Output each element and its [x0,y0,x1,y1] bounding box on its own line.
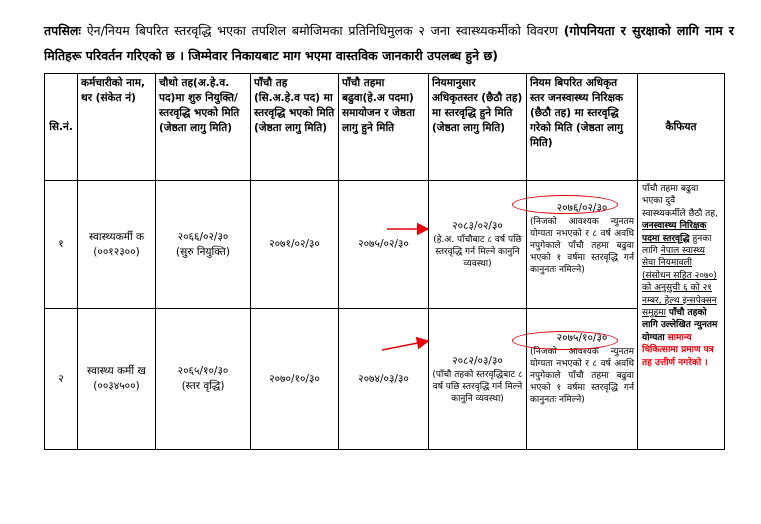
date-circle-annotation [512,331,618,350]
cell-start [156,181,251,309]
header-sn: सि.नं. [45,74,78,181]
header-level5-date: पाँचौ तह (सि.अ.हे.व पद) मा स्तरवृद्धि भएको मिति (जेष्ठता लागु मिति) [251,74,339,181]
remarks-p5: पाँचौ तहको लागि उल्लेखित न्युनतम योग्यता [642,308,718,343]
actual-note: (निजको आवश्यक न्युनतम योग्यता नभएको र ८ वर्ष अवधि नपुगेकाले पाँचौ तहमा बढुवा भएको १ वर्षमा स्तरवृद्धि गर्न कानुनतः नमिल्ने) [530,347,634,405]
remarks-p3: हुनका लागि [642,233,712,257]
header-start-date: चौथो तह(अ.हे.व. पद)मा शुरु नियुक्ति/स्तरवृद्धि भएको मिति (जेष्ठता लागु मिति) [156,74,251,181]
header-remarks: कैफियत [638,74,725,181]
remarks-p1: पाँचौ तहमा बढुवा भएका दुवै स्वास्थ्यकर्मीले छैठौ तह, [642,184,718,219]
start-note: (स्तर वृद्धि) [181,380,225,392]
start-date: २०६६/०२/३० [177,230,229,243]
actual-note: (निजको आवश्यक न्युनतम योग्यता नभएको र ८ वर्ष अवधि नपुगेकाले पाँचौ तहमा बढुवा भएको १ वर्षमा स्तरवृद्धि गर्न कानुनतः नमिल्ने) [530,217,634,275]
cell-name: स्वास्थ्यकर्मी क (००१२३००) [78,181,156,309]
intro-bold-tail: (गोपनियता र सुरक्षाको लागि नाम र मितिहरू परिवर्तन गरिएको छ । जिम्मेवार निकायबाट माग भएमा वास्तविक जानकारी उपलब्ध हुने छ) [44,23,734,63]
intro-lead: तपसिलः [44,23,81,38]
cell-actual [527,309,638,450]
cell-due [429,309,527,450]
due-note: (पाँचौ तहको स्तरवृद्धिबाट ८ वर्ष पछि स्तरवृद्धि गर्न मिल्ने कानुनि व्यवस्था) [432,369,523,404]
actual-date: २०७५/१०/३० [556,332,608,344]
cell-start [156,309,251,450]
cell-adjust-date: २०७५/०२/३० [339,181,429,309]
due-note: (हे.अ. पाँचौबाट ८ वर्ष पछि स्तरवृद्धि गर्न मिल्ने कानुनि व्यवस्था) [433,235,522,269]
remarks-p2: जनस्वास्थ्य निरिक्षक पदमा स्तरवृद्धि [642,221,707,244]
cell-level5-date: २०७०/१०/३० [251,309,339,450]
header-actual-date: नियम बिपरित अधिकृत स्तर जनस्वास्थ्य निरिक्षक (छैठौ तह) मा स्तरवृद्धि गरेको मिति (जेष्ठता लागु मिति) [527,74,638,181]
arrow-icon [382,341,428,350]
cell-level5-date: २०७१/०२/३० [251,181,339,309]
remarks-p6: सामान्य चिकित्सामा प्रमाण पत्र तह उत्तीर्ण नगरेको । [642,332,714,368]
remarks-p4: नेपाल स्वास्थ्य सेवा नियमावली (संसोधन सहित २०७०) को अनुसुची ६ को २१ नम्बर, हेल्थ इन्सपेक्सन समुहमा [642,246,717,319]
header-name: कर्मचारीको नाम, थर (संकेत नं) [78,74,156,181]
due-date: २०८३/०२/३० [452,220,503,232]
cell-sn: २ [45,309,78,450]
date-circle-annotation [512,195,618,214]
start-note: (सुरु नियुक्ति) [176,245,230,258]
table-header-row [45,74,725,181]
actual-date: २०७६/०२/३० [556,202,608,214]
cell-name: स्वास्थ्य कर्मी ख (००३४५००) [78,309,156,450]
cell-adjust-date: २०७४/०३/३० [339,309,429,450]
intro-paragraph [44,18,734,68]
cell-sn: १ [45,181,78,309]
start-date: २०६५/१०/३० [177,365,229,377]
header-due-date: नियमानुसार अधिकृतस्तर (छैठौ तह) मा स्तरवृद्धि हुने मिति (जेष्ठता लागु मिति) [429,74,527,181]
annotation-arrows [370,210,430,360]
header-adjust-date: पाँचौ तहमा बढुवा(हे.अ पदमा) समायोजन र जेष्ठता लागु हुने मिति [339,74,429,181]
cell-remarks [638,181,725,450]
cell-due [429,181,527,309]
intro-text: ऐन/नियम बिपरित स्तरवृद्धि भएका तपशिल बमोजिमका प्रतिनिधिमुलक २ जना स्वास्थ्यकर्मीको विवरण [80,23,564,38]
due-date: २०८२/०३/३० [452,354,503,367]
